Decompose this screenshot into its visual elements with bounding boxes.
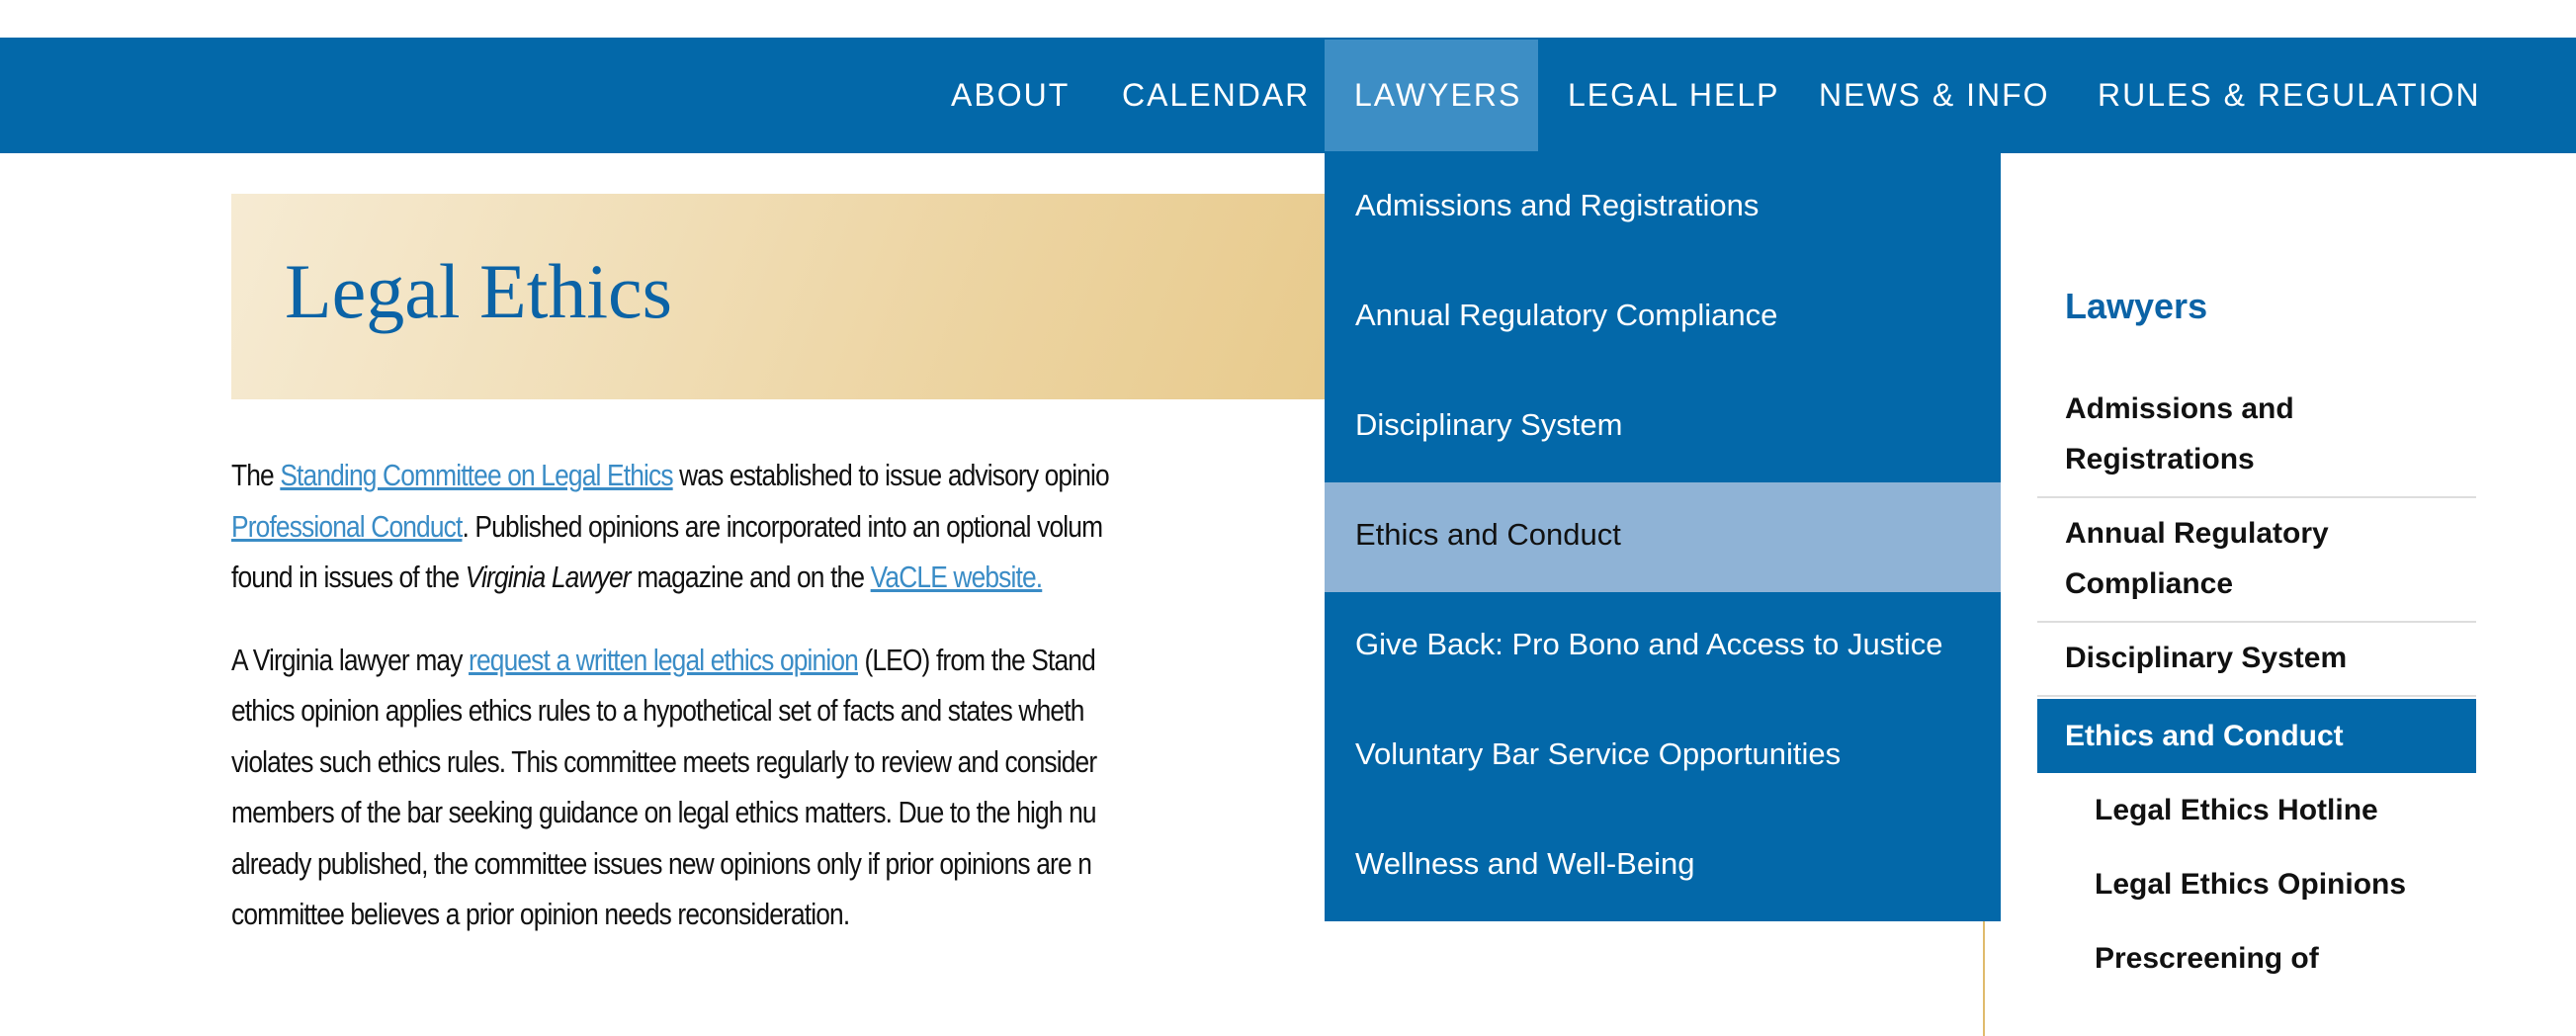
- text: The: [231, 458, 281, 492]
- sidebar-item-disciplinary[interactable]: Disciplinary System: [2037, 623, 2476, 697]
- text: was established to issue advisory opinio: [672, 458, 1109, 492]
- menu-item-voluntary-bar[interactable]: Voluntary Bar Service Opportunities: [1355, 736, 1842, 771]
- text: members of the bar seeking guidance on legal ethics matters. Due to the high nu: [231, 795, 1096, 829]
- professional-conduct-link[interactable]: Professional Conduct: [231, 508, 463, 544]
- nav-legal-help[interactable]: LEGAL HELP: [1568, 77, 1780, 113]
- text: ethics opinion applies ethics rules to a hypothetical set of facts and states wheth: [231, 693, 1084, 728]
- sidebar-subitem-hotline[interactable]: Legal Ethics Hotline: [2095, 794, 2378, 826]
- intro-paragraph: [231, 450, 1109, 603]
- text: violates such ethics rules. This committee meets regularly to review and consider: [231, 743, 1097, 779]
- leo-paragraph: [231, 635, 1109, 940]
- text: committee believes a prior opinion needs reconsideration.: [231, 897, 850, 931]
- sidebar-item-admissions[interactable]: Admissions and Registrations: [2037, 374, 2476, 498]
- menu-item-admissions[interactable]: Admissions and Registrations: [1355, 188, 1760, 222]
- sidebar-nav: [2037, 277, 2476, 995]
- main-content: [231, 450, 1109, 972]
- sidebar-subitem-opinions[interactable]: Legal Ethics Opinions: [2095, 868, 2407, 901]
- text: (LEO) from the Stand: [857, 642, 1095, 677]
- nav-about[interactable]: ABOUT: [951, 77, 1071, 113]
- lawyers-dropdown-menu: [1325, 153, 2001, 921]
- text: . Published opinions are incorporated into an optional volum: [462, 508, 1103, 544]
- text: Virginia Lawyer: [465, 560, 631, 594]
- text: found in issues of the: [231, 560, 466, 594]
- standing-committee-link[interactable]: Standing Committee on Legal Ethics: [280, 458, 673, 492]
- menu-item-ethics-conduct[interactable]: Ethics and Conduct: [1325, 482, 2001, 592]
- menu-item-annual-compliance[interactable]: Annual Regulatory Compliance: [1355, 298, 1778, 332]
- nav-rules-regulation[interactable]: RULES & REGULATION: [2098, 77, 2481, 113]
- page-title: Legal Ethics: [285, 248, 673, 334]
- sidebar-subitem-prescreening[interactable]: Prescreening of: [2095, 942, 2319, 975]
- nav-news-info[interactable]: NEWS & INFO: [1819, 77, 2050, 113]
- text: A Virginia lawyer may: [231, 642, 470, 677]
- text: magazine and on the: [630, 560, 871, 594]
- sidebar-title: Lawyers: [2065, 286, 2208, 326]
- sidebar-item-annual-compliance[interactable]: Annual Regulatory Compliance: [2037, 498, 2476, 623]
- menu-item-disciplinary[interactable]: Disciplinary System: [1355, 407, 1623, 442]
- nav-calendar[interactable]: CALENDAR: [1122, 77, 1311, 113]
- text: already published, the committee issues new opinions only if prior opinions are n: [231, 845, 1092, 881]
- menu-item-give-back[interactable]: Give Back: Pro Bono and Access to Justice: [1355, 627, 1943, 661]
- vacle-website-link[interactable]: VaCLE website.: [870, 560, 1043, 594]
- request-opinion-link[interactable]: request a written legal ethics opinion: [469, 642, 858, 677]
- menu-item-wellness[interactable]: Wellness and Well-Being: [1355, 846, 1695, 881]
- sidebar-item-ethics-conduct[interactable]: Ethics and Conduct: [2037, 699, 2476, 773]
- main-nav: [0, 38, 2576, 153]
- nav-lawyers[interactable]: LAWYERS: [1325, 40, 1538, 151]
